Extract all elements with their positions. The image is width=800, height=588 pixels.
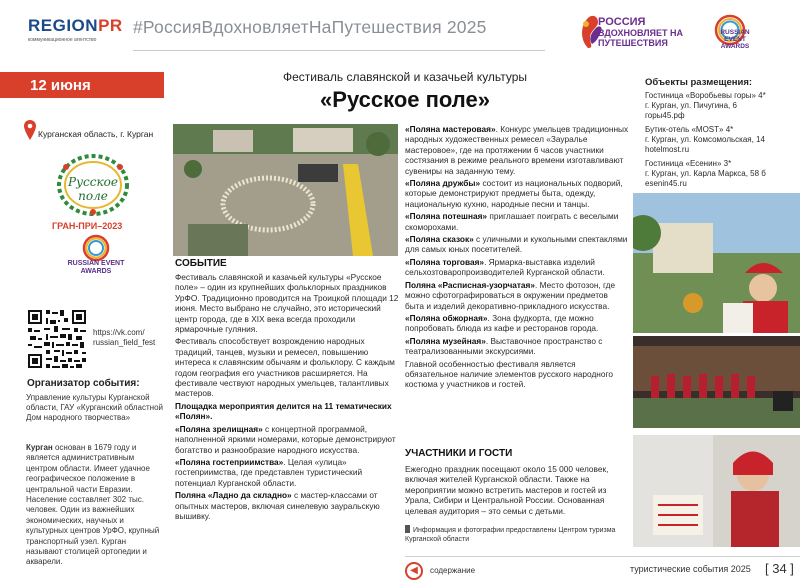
paragraph (175, 490, 400, 521)
qr-code[interactable] (28, 310, 86, 368)
paragraph-text: . Зона фудкорта, где можно попробовать блюда из кафе и ресторанов города. (405, 312, 599, 334)
article-subtitle: Фестиваль славянской и казачьей культуры (282, 70, 528, 84)
paragraph-bold: «Поляна сказок» (405, 234, 474, 245)
paragraph-text: . Ярмарка-выставка изделий сельхозтоваропроизводителей Курганской области. (405, 256, 605, 278)
stage-dancers-photo (633, 336, 800, 428)
paragraph (405, 313, 629, 334)
event-date: 12 июня (0, 72, 164, 98)
footer-divider (405, 556, 800, 557)
hotel-website[interactable]: горы45.рф (645, 111, 685, 120)
vk-link-line2[interactable]: russian_field_fest (93, 338, 156, 347)
russia-logo-line2: ВДОХНОВЛЯЕТ НА ПУТЕШЕСТВИЯ (598, 28, 684, 48)
paragraph-bold: «Поляна мастеровая» (405, 124, 496, 134)
triangle-left-icon: ◀ (410, 565, 418, 576)
paragraph (175, 401, 400, 422)
vk-link[interactable] (93, 328, 155, 348)
hotels-title: Объекты размещения: (645, 77, 753, 88)
kurgan-text: основан в 1679 году и является административным центром области. Имеет удачное географическое положение в центральной части Евразии. Население составляет 302 тыс. человек. Один из важнейших экономических, научных и культурных центров УрФО, крупный транспортный узел. Курган называют столицей ортопедии и акварели. (26, 443, 160, 567)
contents-link[interactable]: содержание (430, 566, 476, 575)
paragraph-text: приглашает поиграть с веселыми скоморохами. (405, 211, 619, 232)
vk-link-line1[interactable]: https://vk.com/ (93, 328, 145, 337)
paragraph: Фестиваль способствует возрождению народных традиций, танцев, музыки и ремесел, повышению интереса к славянским обычаям и фольклору. С каждым годом география его участников расширяется. На фестивале чествуют народных умельцев, талантливых мастеров. (175, 336, 395, 399)
russia-inspires-logo (578, 14, 688, 52)
paragraph (405, 257, 629, 278)
article-title: «Русское поле» (320, 87, 490, 112)
festival-logo-text: Русское поле (68, 175, 118, 203)
paragraph (405, 234, 629, 255)
paragraph-bold: «Поляна торговая» (405, 256, 485, 267)
paragraph-bold: «Поляна обжорная» (405, 312, 488, 323)
paragraph-bold: «Поляна потешная» (405, 211, 488, 222)
rea-logo-text: RUSSIAN EVENT AWARDS (720, 29, 750, 50)
rea-award-logo (52, 234, 142, 292)
article-column-2 (405, 124, 629, 392)
russkoe-pole-logo (54, 153, 132, 217)
paragraph-text: . Место фотозон, где можно сфотографироваться в окружении предметов быта и изделий декоративно-прикладного искусства. (405, 279, 616, 311)
article-column-1 (175, 272, 400, 523)
paragraph-text: состоит из национальных подворий, которые демонстрируют предметы быта, одежду, национальную кухню, народные песни и танцы. (405, 178, 623, 209)
page-header (0, 0, 800, 58)
paragraph-bold: Площадка мероприятия делится на 11 тематических «Полян». (175, 400, 392, 422)
regionpr-logo (28, 16, 123, 43)
paragraph (405, 211, 629, 232)
hashtag-title: #РоссияВдохновляетНаПутешествия 2025 (133, 17, 487, 37)
paragraph (175, 424, 400, 455)
hotel-address: г. Курган, ул. Комсомольская, 14 (645, 135, 765, 144)
header-divider (133, 50, 545, 51)
hotel-address: г. Курган, ул. Пичугина, 6 (645, 101, 737, 110)
hotel-website[interactable]: esenin45.ru (645, 179, 687, 188)
hotel-website[interactable]: hotelmost.ru (645, 145, 690, 154)
paragraph-text: с мастер-классами от опытных мастеров, включая синелевую зауральскую вышивку. (175, 490, 380, 521)
paragraph (405, 124, 629, 176)
back-to-contents-button[interactable] (405, 562, 423, 580)
logo-accent: PR (98, 16, 123, 35)
paragraph-bold: «Поляна гостеприимства» (175, 456, 284, 467)
paragraph-bold: «Поляна музейная» (405, 335, 486, 346)
embroidery-craft-photo (633, 435, 800, 547)
footer-section-label: туристические события 2025 (630, 564, 751, 574)
credit-text: Информация и фотографии предоставлены Центром туризма Курганской области (405, 527, 616, 543)
guests-text: Ежегодно праздник посещают около 15 000 человек, включая жителей Курганской области. Также на мероприятии можно встретить мастеров и гостей из Урала, Сибири и Центральной России. Основанная целевая аудитория – это семьи с детьми. (405, 464, 609, 516)
section-event-heading: СОБЫТИЕ (175, 258, 227, 269)
grand-prix-label: ГРАН-ПРИ–2023 (52, 221, 123, 231)
location-pin-icon (24, 120, 36, 140)
organizer-title: Организатор события: (27, 378, 140, 389)
hotel-item (645, 159, 785, 189)
hotel-item (645, 91, 785, 121)
paragraph-text: с уличными и кукольными спектаклями для самых юных посетителей. (405, 234, 628, 255)
folk-costume-photo (633, 193, 800, 333)
festival-aerial-photo (173, 124, 398, 256)
paragraph-text: . Выставочное пространство с театрализованными экскурсиями. (405, 335, 603, 357)
rea-award-text: RUSSIAN EVENT AWARDS (67, 260, 125, 275)
hotel-name: Бутик-отель «MOST» 4* (645, 125, 734, 134)
paragraph: Фестиваль славянской и казачьей культуры «Русское поле» – один из крупнейших фольклорных праздников УрФО. Традиционно проводится на Троицкой площади 12 июня. Место выбрано не случайно, это исторический центр города, где в XIX века всегда проходили ярмарочные гуляния. (175, 272, 399, 335)
kurgan-name: Курган (26, 443, 53, 452)
hotel-name: Гостиница «Воробьевы горы» 4* (645, 91, 766, 100)
russia-logo-line1: РОССИЯ (598, 16, 646, 28)
logo-subtitle: коммуникационное агентство (28, 37, 97, 43)
paragraph-bold: «Поляна зрелищная» (175, 423, 263, 434)
organizer-text: Управление культуры Курганской области, ГАУ «Курганский областной Дом народного творчества» (26, 393, 163, 422)
photo-credit (405, 525, 629, 544)
paragraph-text: . Целая «улица» гостеприимства, где представлен туристический потенциал Курганской области. (175, 456, 363, 488)
paragraph (175, 457, 400, 488)
hotel-name: Гостиница «Есенин» 3* (645, 159, 732, 168)
paragraph-bold: Поляна «Расписная-узорчатая» (405, 279, 536, 290)
paragraph-bold: Поляна «Ладно да складно» (175, 490, 292, 501)
paragraph (405, 178, 629, 209)
paragraph (405, 336, 629, 357)
page-number: [ 34 ] (765, 561, 794, 576)
location-text: Курганская область, г. Курган (38, 129, 154, 139)
kurgan-description (26, 443, 162, 568)
logo-text: REGION (28, 16, 99, 35)
hotels-list (645, 91, 785, 193)
paragraph-text: с концертной программой, наполненной яркими номерами, которые демонстрируют богатство и разнообразие народного искусства. (175, 423, 396, 455)
paragraph-bold: «Поляна дружбы» (405, 178, 481, 189)
paragraph (405, 280, 629, 311)
hotel-address: г. Курган, ул. Карла Маркса, 58 б (645, 169, 766, 178)
paragraph-text: . Конкурс умельцев традиционных народных художественных ремесел «Зауралье мастеровое», где на протяжении 6 часов участники состязания в режиме реального времени изготавливают сувениры на заданную тему. (405, 124, 629, 176)
hotel-item (645, 125, 785, 155)
section-guests-heading: УЧАСТНИКИ И ГОСТИ (405, 448, 513, 459)
paragraph: Главной особенностью фестиваля является обязательное наличие элементов русского народного костюма у участников и гостей. (405, 358, 613, 390)
rea-logo (700, 12, 760, 52)
credit-marker-icon (405, 525, 410, 533)
